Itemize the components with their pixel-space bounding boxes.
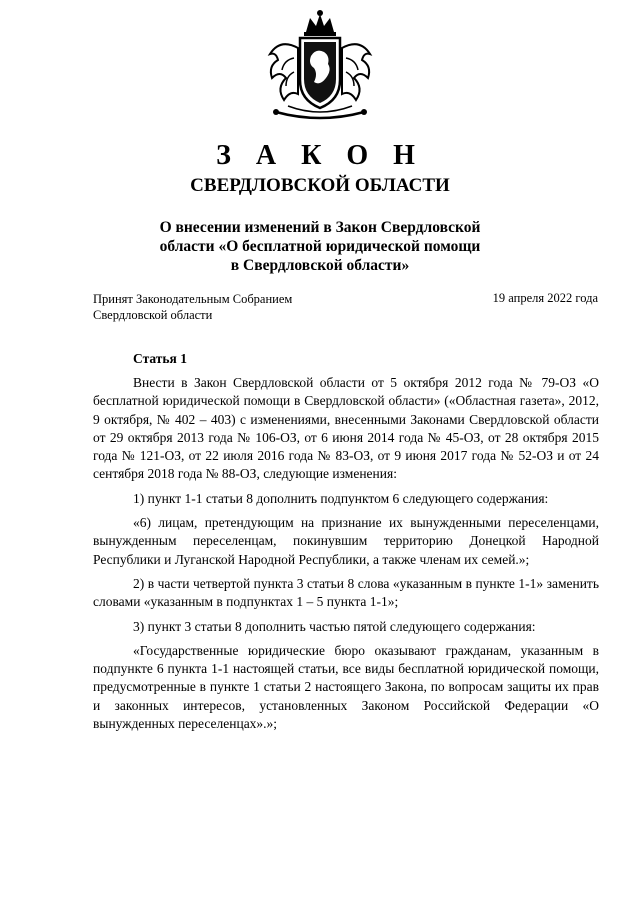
article-body bbox=[93, 374, 599, 739]
article-paragraph: «6) лицам, претендующим на признание их вынужденными переселенцами, вынужденным переселенцам, покинувшим территорию Донецкой Народной Республики и Луганской Народной Республики, а также членам их семей.»; bbox=[93, 515, 599, 567]
article-paragraph: 3) пункт 3 статьи 8 дополнить частью пятой следующего содержания: bbox=[133, 618, 536, 634]
adopted-by-line: Принят Законодательным Собранием bbox=[93, 292, 293, 306]
article-paragraph: «Государственные юридические бюро оказывают гражданам, указанным в подпункте 6 пункта 1-1 настоящей статьи, все виды бесплатной юридической помощи, предусмотренные в пункте 1 статьи 2 настоящего Закона, по вопросам защиты их прав и законных интересов, установленных Законом Российской Федерации «О вынужденных переселенцах».»; bbox=[93, 642, 599, 732]
article-paragraph: Внести в Закон Свердловской области от 5 октября 2012 года № 79-ОЗ «О бесплатной юридической помощи в Свердловской области» («Областная газета», 2012, 9 октября, № 402 – 403) с изменениями, внесенными Законами Свердловской области от 29 октября 2013 года № 106-ОЗ, от 6 июня 2014 года № 45-ОЗ, от 28 октября 2015 года № 121-ОЗ, от 22 июля 2016 года № 83-ОЗ, от 9 июня 2017 года № 52-ОЗ и от 24 сентября 2018 года № 88-ОЗ, следующие изменения: bbox=[93, 375, 599, 482]
adopted-by bbox=[93, 291, 292, 323]
article-paragraph: 2) в части четвертой пункта 3 статьи 8 слова «указанным в пункте 1-1» заменить словами «указанным в подпунктах 1 – 5 пункта 1-1»; bbox=[93, 575, 599, 610]
region-title: СВЕРДЛОВСКОЙ ОБЛАСТИ bbox=[190, 175, 450, 196]
subject-line: в Свердловской области» bbox=[230, 257, 410, 274]
article-paragraph: 1) пункт 1-1 статьи 8 дополнить подпунктом 6 следующего содержания: bbox=[133, 490, 549, 506]
subject-line: О внесении изменений в Закон Свердловской bbox=[159, 219, 481, 236]
subject-line: области «О бесплатной юридической помощи bbox=[159, 238, 481, 255]
law-title: З А К О Н bbox=[216, 140, 424, 171]
article-title: Статья 1 bbox=[133, 351, 187, 366]
coat-of-arms-icon bbox=[258, 8, 382, 128]
adopted-by-line: Свердловской области bbox=[93, 308, 213, 322]
adoption-date: 19 апреля 2022 года bbox=[492, 291, 598, 305]
law-subject bbox=[120, 218, 520, 275]
